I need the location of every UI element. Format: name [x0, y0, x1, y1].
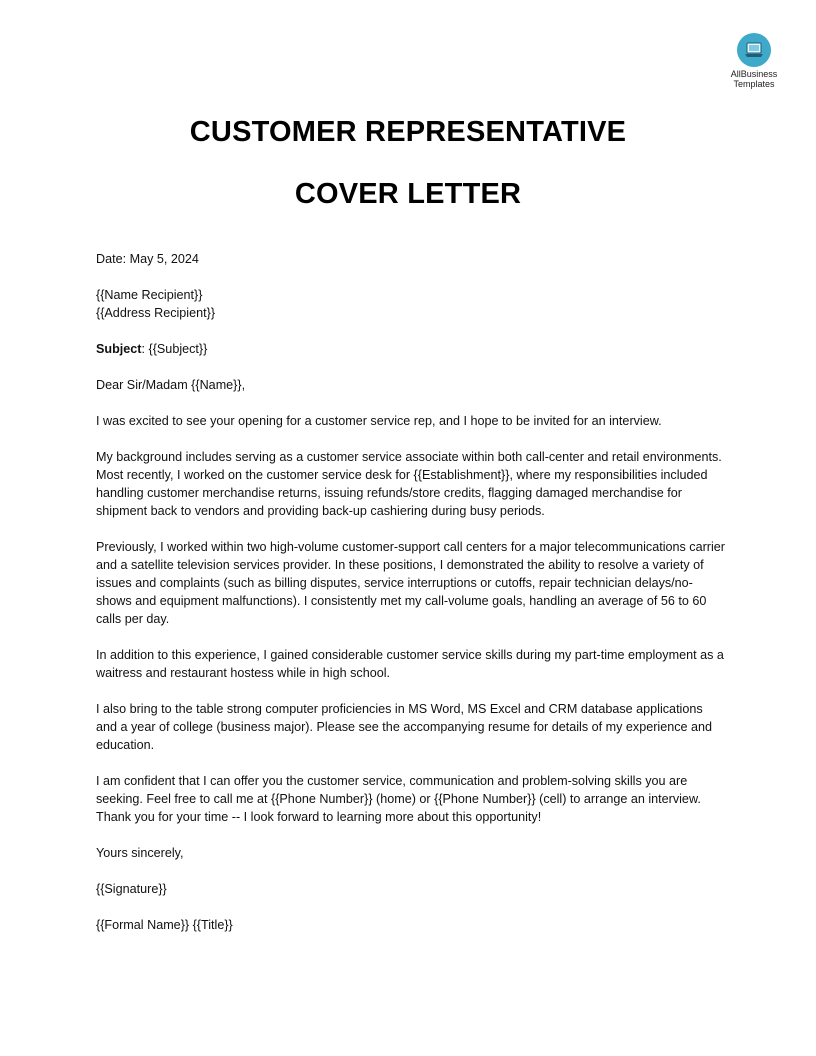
- closing: Yours sincerely,: [96, 846, 184, 860]
- subject-value: : {{Subject}}: [141, 342, 208, 356]
- paragraph-additional-experience: In addition to this experience, I gained considerable customer service skills during my part-time employment as a waitress and restaurant hostess while in high school.: [96, 648, 724, 680]
- recipient-name: {{Name Recipient}}: [96, 288, 203, 302]
- paragraph-opening: I was excited to see your opening for a customer service rep, and I hope to be invited for an interview.: [96, 414, 662, 428]
- logo-text-line2: Templates: [733, 79, 775, 89]
- salutation: Dear Sir/Madam {{Name}},: [96, 378, 246, 392]
- allbusiness-templates-logo: [729, 33, 779, 89]
- paragraph-background: My background includes serving as a customer service associate within both call-center and retail environments. Most recently, I worked on the customer service desk for {{Establishment}}, where my responsibilities included handling customer merchandise returns, issuing refunds/store credits, flagging damaged merchandise for shipment back to vendors and providing back-up cashiering during busy periods.: [96, 450, 722, 518]
- subject-label: Subject: [96, 342, 142, 356]
- signature-placeholder: {{Signature}}: [96, 882, 167, 896]
- letter-body: [96, 250, 726, 934]
- paragraph-computer-skills: I also bring to the table strong computer proficiencies in MS Word, MS Excel and CRM database applications and a year of college (business major). Please see the accompanying resume for details of my experience and education.: [96, 702, 713, 752]
- formal-name-title: {{Formal Name}} {{Title}}: [96, 918, 233, 932]
- document-title-line2: COVER LETTER: [294, 178, 522, 210]
- laptop-icon: [744, 42, 764, 58]
- paragraph-closing-remarks: I am confident that I can offer you the customer service, communication and problem-solving skills you are seeking. Feel free to call me at {{Phone Number}} (home) or {{Phone Number}} (cell) to arrange an interview. Thank you for your time -- I look forward to learning more about this opportunity!: [96, 774, 701, 824]
- document-title-line1: CUSTOMER REPRESENTATIVE: [189, 116, 627, 148]
- letter-date: Date: May 5, 2024: [96, 252, 199, 266]
- subject-line: [96, 340, 726, 358]
- logo-text-line1: AllBusiness: [730, 69, 778, 79]
- logo-badge: [737, 33, 771, 67]
- paragraph-previous-experience: Previously, I worked within two high-volume customer-support call centers for a major telecommunications carrier and a satellite television services provider. In these positions, I demonstrated the ability to resolve a variety of issues and complaints (such as billing disputes, service interruptions or cutoffs, repair technician delays/no-shows and equipment malfunctions). I consistently met my call-volume goals, handling an average of 56 to 60 calls per day.: [96, 540, 725, 626]
- recipient-address: {{Address Recipient}}: [96, 306, 216, 320]
